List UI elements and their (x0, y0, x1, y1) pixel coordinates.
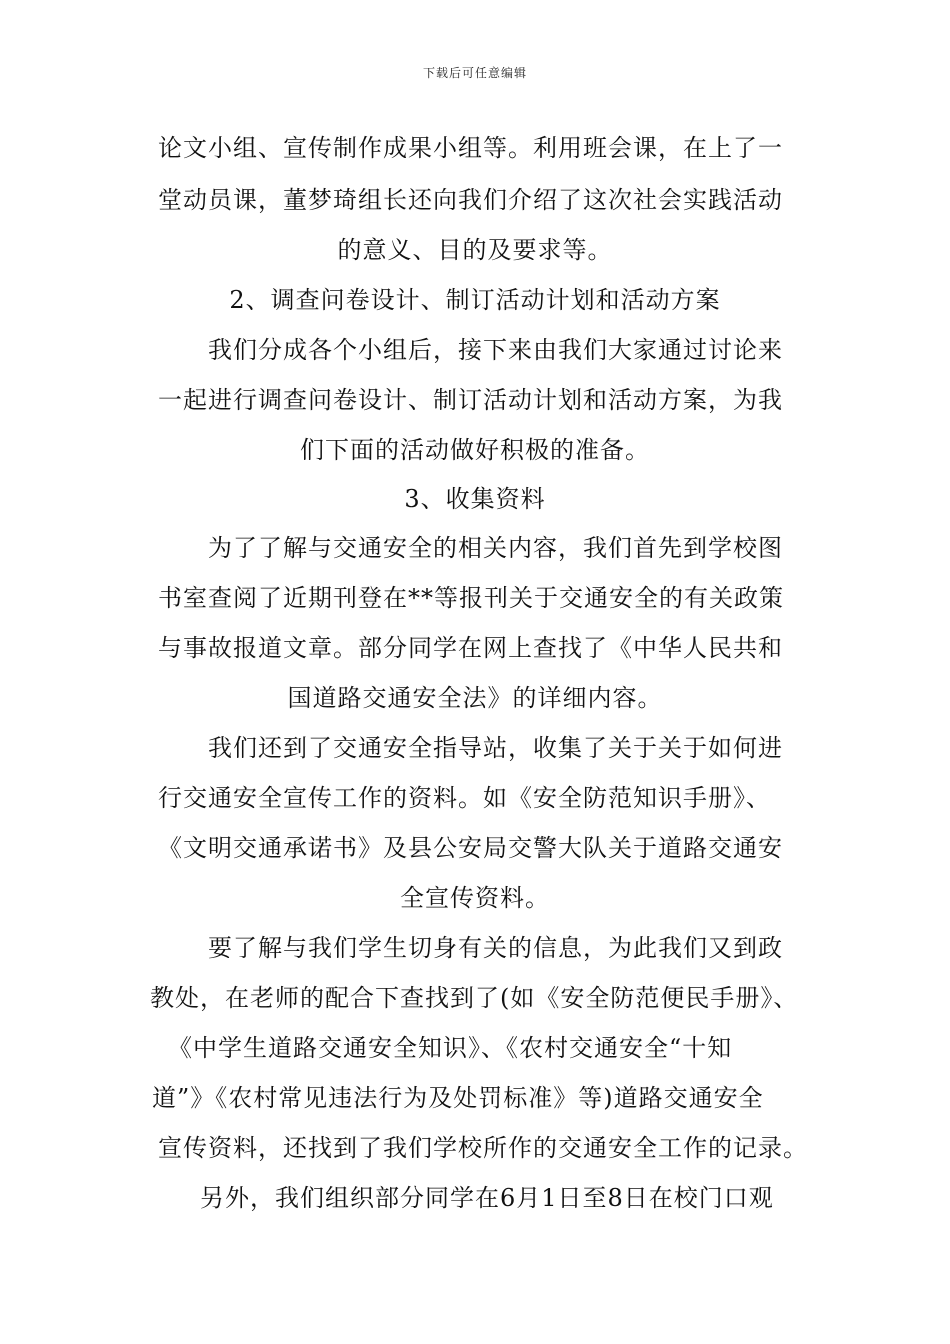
body-line-20: 道”》《农村常见违法行为及处罚标准》等)道路交通安全 (152, 1084, 764, 1112)
body-line-5: 我们分成各个小组后，接下来由我们大家通过讨论来 (208, 336, 783, 364)
body-line-10: 书室查阅了近期刊登在**等报刊关于交通安全的有关政策 (158, 584, 784, 612)
body-line-7: 们下面的活动做好积极的准备。 (300, 436, 650, 464)
body-line-21: 宣传资料，还找到了我们学校所作的交通安全工作的记录。 (158, 1134, 808, 1162)
body-line-12: 国道路交通安全法》的详细内容。 (287, 684, 663, 712)
body-line-22: 另外，我们组织部分同学在6月1日至8日在校门口观 (200, 1184, 774, 1212)
body-line-1: 论文小组、宣传制作成果小组等。利用班会课，在上了一 (158, 134, 783, 162)
body-line-13: 我们还到了交通安全指导站，收集了关于关于如何进 (208, 734, 783, 762)
body-line-2: 堂动员课，董梦琦组长还向我们介绍了这次社会实践活动 (158, 186, 783, 214)
body-line-11: 与事故报道文章。部分同学在网上查找了《中华人民共和 (158, 634, 783, 662)
section-heading-2: 2、调查问卷设计、制订活动计划和活动方案 (229, 286, 721, 314)
body-line-17: 要了解与我们学生切身有关的信息，为此我们又到政 (208, 934, 783, 962)
body-line-14: 行交通安全宣传工作的资料。如《安全防范知识手册》、 (158, 784, 771, 812)
body-line-3: 的意义、目的及要求等。 (337, 236, 613, 264)
body-line-9: 为了了解与交通安全的相关内容，我们首先到学校图 (208, 534, 783, 562)
body-line-19: 《中学生道路交通安全知识》、《农村交通安全“十知 (168, 1034, 733, 1062)
body-line-16: 全宣传资料。 (400, 884, 550, 912)
body-line-15: 《文明交通承诺书》及县公安局交警大队关于道路交通安 (158, 834, 783, 862)
body-line-6: 一起进行调查问卷设计、制订活动计划和活动方案，为我 (158, 386, 783, 414)
page-header: 下载后可任意编辑 (422, 66, 527, 80)
body-line-18: 教处，在老师的配合下查找到了(如《安全防范便民手册》、 (150, 984, 799, 1012)
section-heading-3: 3、收集资料 (404, 485, 546, 513)
